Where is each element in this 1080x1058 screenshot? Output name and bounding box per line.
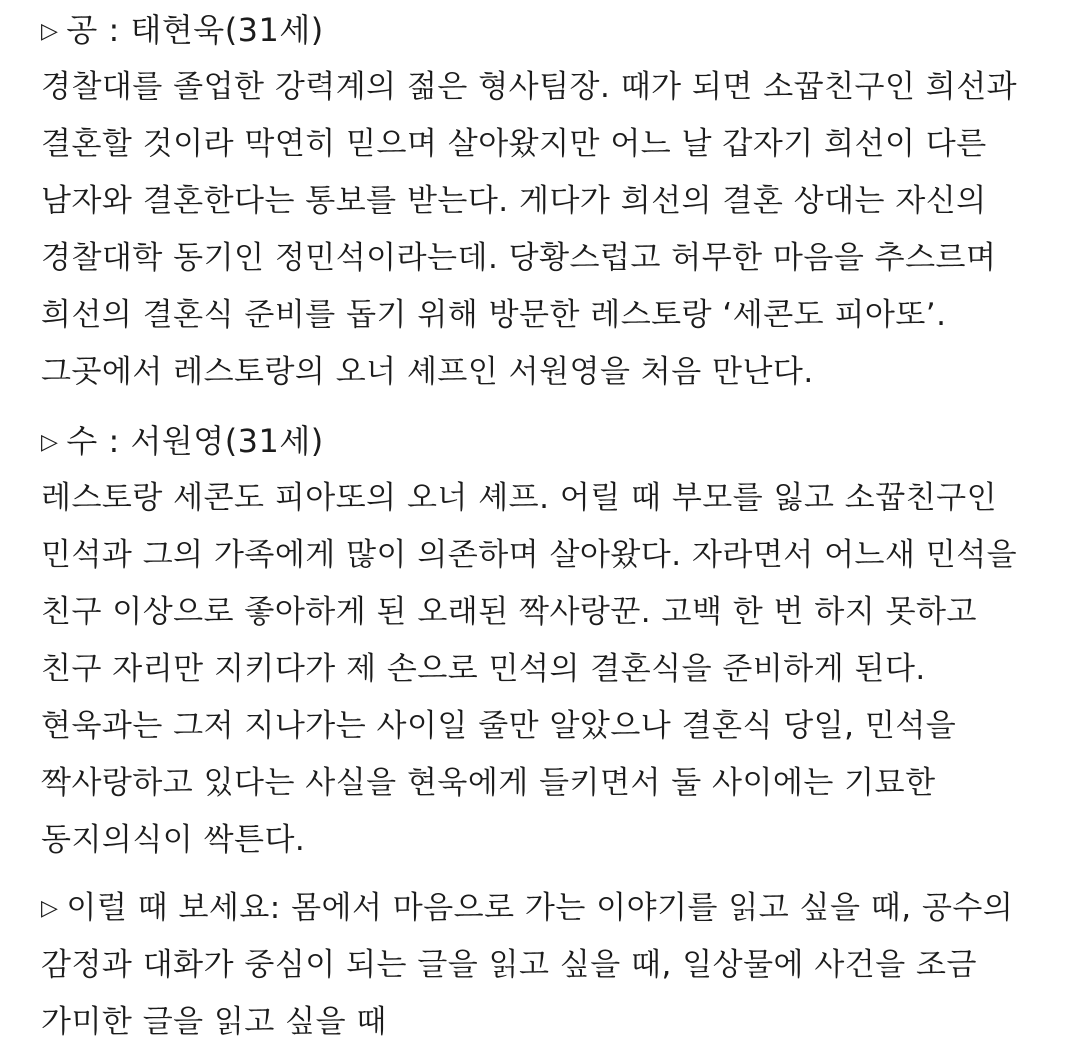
su-heading-text: 수 : 서원영(31세) bbox=[66, 422, 324, 460]
recommend-line-text: 이럴 때 보세요: 몸에서 마음으로 가는 이야기를 읽고 싶을 때, 공수의 bbox=[66, 890, 1014, 926]
su-description-line: 친구 이상으로 좋아하게 된 오래된 짝사랑꾼. 고백 한 번 하지 못하고 bbox=[41, 594, 977, 630]
gong-heading bbox=[41, 2, 324, 58]
triangle-marker-icon: ▷ bbox=[41, 19, 59, 44]
triangle-marker-icon: ▷ bbox=[41, 896, 59, 921]
gong-description-line: 경찰대학 동기인 정민석이라는데. 당황스럽고 허무한 마음을 추스르며 bbox=[41, 240, 997, 276]
recommend-line bbox=[41, 880, 1013, 936]
su-description-line: 친구 자리만 지키다가 제 손으로 민석의 결혼식을 준비하게 된다. bbox=[41, 651, 926, 687]
su-description-line: 민석과 그의 가족에게 많이 의존하며 살아왔다. 자라면서 어느새 민석을 bbox=[41, 537, 1018, 573]
gong-description-line: 그곳에서 레스토랑의 오너 셰프인 서원영을 처음 만난다. bbox=[41, 354, 814, 390]
recommend-line: 가미한 글을 읽고 싶을 때 bbox=[41, 1004, 387, 1040]
su-description-line: 현욱과는 그저 지나가는 사이일 줄만 알았으나 결혼식 당일, 민석을 bbox=[41, 708, 957, 744]
su-description-line: 레스토랑 세콘도 피아또의 오너 셰프. 어릴 때 부모를 잃고 소꿉친구인 bbox=[41, 480, 998, 516]
gong-heading-text: 공 : 태현욱(31세) bbox=[66, 11, 324, 49]
gong-description-line: 남자와 결혼한다는 통보를 받는다. 게다가 희선의 결혼 상대는 자신의 bbox=[41, 183, 987, 219]
gong-description-line: 결혼할 것이라 막연히 믿으며 살아왔지만 어느 날 갑자기 희선이 다른 bbox=[41, 126, 987, 162]
gong-description-line: 희선의 결혼식 준비를 돕기 위해 방문한 레스토랑 ‘세콘도 피아또’. bbox=[41, 297, 947, 333]
triangle-marker-icon: ▷ bbox=[41, 430, 59, 455]
gong-description-line: 경찰대를 졸업한 강력계의 젊은 형사팀장. 때가 되면 소꿉친구인 희선과 bbox=[41, 69, 1018, 105]
su-description-line: 동지의식이 싹튼다. bbox=[41, 822, 306, 858]
su-heading bbox=[41, 413, 324, 469]
recommend-line: 감정과 대화가 중심이 되는 글을 읽고 싶을 때, 일상물에 사건을 조금 bbox=[41, 947, 977, 983]
su-description-line: 짝사랑하고 있다는 사실을 현욱에게 들키면서 둘 사이에는 기묘한 bbox=[41, 765, 936, 801]
